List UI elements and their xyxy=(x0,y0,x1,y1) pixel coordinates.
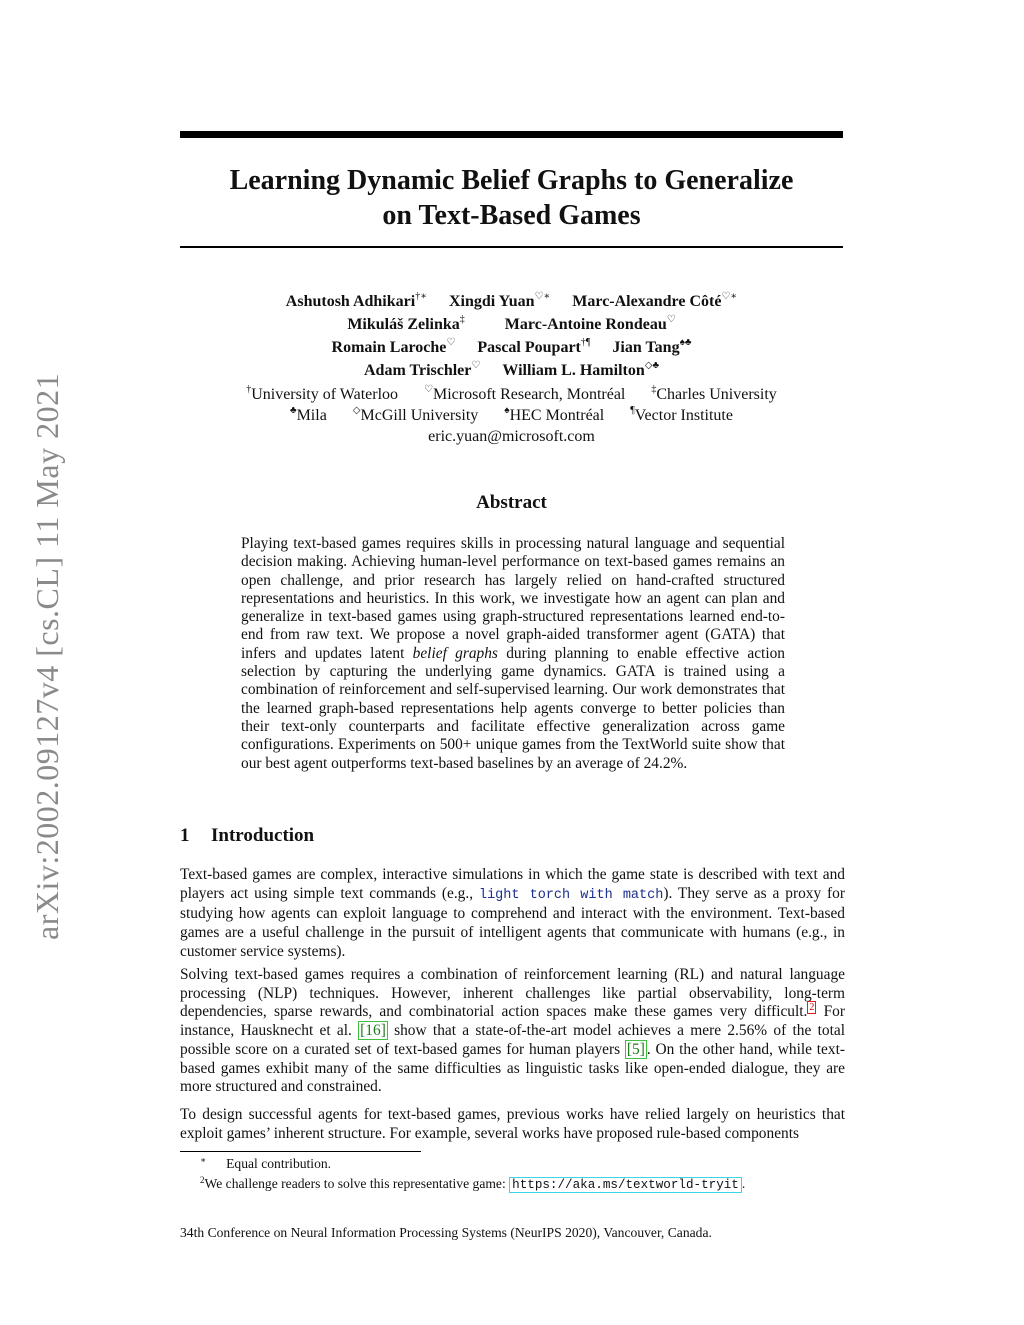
title-bottom-rule xyxy=(180,246,843,248)
footnote-ref-link[interactable]: 2 xyxy=(809,1002,815,1014)
affiliation-list xyxy=(180,384,843,447)
section-title: Introduction xyxy=(211,825,315,846)
author-marks: †∗ xyxy=(415,291,427,302)
author-row-2 xyxy=(180,313,843,336)
paragraph-text: . On the other hand, while text-based games exhibit many of the same difficulties as linguistic tasks like open-ended dialogue, they are more structured and constrained. xyxy=(180,1040,845,1096)
affiliation-mark: ♡ xyxy=(424,384,433,395)
affiliation-name: University of Waterloo xyxy=(251,386,399,403)
affiliation-name: Vector Institute xyxy=(634,407,733,424)
arxiv-identifier: arXiv:2002.09127v4 [cs.CL] 11 May 2021 xyxy=(29,372,65,940)
author-list xyxy=(180,290,843,382)
paragraph-text: Text-based games are complex, interactive simulations in which the game state is described with text and players act using simple text commands (e.g., xyxy=(180,866,845,902)
title-top-rule xyxy=(180,131,843,138)
abstract-text: Playing text-based games requires skills in processing natural language and sequential decision making. Achieving human-level performance on text-based games remains an open challenge, and prior research has largely relied on hand-crafted structured representations and heuristics. In this work, we investigate how an agent can plan and generalize in text-based games using graph-structured representations learned end-to-end from raw text. We propose a novel graph-aided transformer agent (GATA) that infers and updates latent xyxy=(241,535,785,662)
affiliation-row-1 xyxy=(180,384,843,405)
abstract-body xyxy=(241,535,785,773)
author-name: Jian Tang xyxy=(612,339,680,356)
section-heading xyxy=(180,824,314,848)
author-name: William L. Hamilton xyxy=(502,362,645,379)
author-row-3 xyxy=(180,336,843,359)
author-marks: ♡ xyxy=(446,337,456,348)
footnote-text: . xyxy=(741,1176,746,1191)
conference-footer: 34th Conference on Neural Information Processing Systems (NeurIPS 2020), Vancouver, Canada. xyxy=(180,1225,712,1240)
paragraph-text: For instance, Hausknecht et al. xyxy=(180,1003,845,1040)
author-name: Romain Laroche xyxy=(331,339,447,356)
affiliation-row-2 xyxy=(180,405,843,426)
author-row-1 xyxy=(180,290,843,313)
author-row-4 xyxy=(180,359,843,382)
footnote-mark: ∗ xyxy=(200,1155,207,1165)
intro-paragraph-2 xyxy=(180,966,845,1097)
affiliation-mark: ♣ xyxy=(290,405,297,416)
author-marks: ♡ xyxy=(666,314,676,325)
paper-title xyxy=(180,163,843,233)
affiliation-mark: ◇ xyxy=(352,405,361,416)
affiliation-mark: ‡ xyxy=(651,384,657,395)
author-name: Mikuláš Zelinka xyxy=(347,316,460,333)
citation-link[interactable]: [16] xyxy=(360,1022,386,1040)
title-line-1: Learning Dynamic Belief Graphs to Generalize xyxy=(229,165,794,196)
affiliation-name: Mila xyxy=(296,407,327,424)
author-name: Adam Trischler xyxy=(363,362,472,379)
author-name: Xingdi Yuan xyxy=(448,293,535,310)
author-marks: ♠♣ xyxy=(679,337,692,348)
affiliation-mark: ♠ xyxy=(504,405,510,416)
author-marks: ♡∗ xyxy=(721,291,738,302)
contact-email[interactable]: eric.yuan@microsoft.com xyxy=(428,428,595,445)
affiliation-name: McGill University xyxy=(360,407,479,424)
author-name: Marc-Alexandre Côté xyxy=(572,293,722,310)
author-marks: ◇♣ xyxy=(644,360,660,371)
author-marks: ‡ xyxy=(459,314,465,325)
footnote-text: We challenge readers to solve this representative game: xyxy=(204,1176,510,1191)
affiliation-mark: ¶ xyxy=(630,405,635,416)
paragraph-text: show that a state-of-the-art model achieves a mere 2.56% of the total possible score on a curated set of text-based games for human players xyxy=(180,1022,845,1058)
author-marks: ♡ xyxy=(471,360,481,371)
author-name: Ashutosh Adhikari xyxy=(285,293,416,310)
affiliation-name: Microsoft Research, Montréal xyxy=(432,386,626,403)
intro-paragraph-3: To design successful agents for text-based games, previous works have relied largely on heuristics that exploit games’ inherent structure. For example, several works have proposed rule-based components xyxy=(180,1106,845,1142)
title-line-2: on Text-Based Games xyxy=(382,200,641,231)
intro-paragraph-1 xyxy=(180,866,845,962)
author-name: Pascal Poupart xyxy=(477,339,581,356)
affiliation-name: Charles University xyxy=(656,386,777,403)
footnote-1 xyxy=(200,1155,331,1173)
author-marks: †¶ xyxy=(580,337,591,348)
affiliation-name: HEC Montréal xyxy=(509,407,605,424)
citation-link[interactable]: [5] xyxy=(626,1040,645,1058)
tryit-url-link[interactable]: https://aka.ms/textworld-tryit xyxy=(509,1177,742,1193)
footnote-rule xyxy=(180,1151,421,1152)
paragraph-text: Solving text-based games requires a combination of reinforcement learning (RL) and natural language processing (NLP) techniques. However, inherent challenges like partial observability, long-term dependencies, sparse rewards, and combinatorial action spaces make these games very difficult. xyxy=(180,966,845,1021)
paragraph-text: ). They serve as a proxy for studying how agents can exploit language to comprehend and interact with the environment. Text-based games are a useful challenge in the pursuit of intelligent agents that communicate with humans (e.g., in customer service systems). xyxy=(180,884,845,960)
affiliation-mark: † xyxy=(246,384,252,395)
author-marks: ♡∗ xyxy=(534,291,551,302)
section-number: 1 xyxy=(180,825,190,846)
footnote-text: Equal contribution. xyxy=(226,1156,332,1171)
abstract-emphasis: belief graphs xyxy=(412,644,498,662)
code-snippet: light torch with match xyxy=(478,887,664,903)
footnote-2 xyxy=(200,1175,745,1194)
footnote-mark: 2 xyxy=(200,1175,205,1185)
abstract-text: during planning to enable effective action selection by capturing the underlying game dynamics. GATA is trained using a combination of reinforcement and self-supervised learning. Our work demonstrates that the learned graph-based representations help agents converge to better policies than their text-only counterparts and facilitate effective generalization across game configurations. Experiments on 500+ unique games from the TextWorld suite show that our best agent outperforms text-based baselines by an average of 24.2%. xyxy=(241,644,785,772)
author-name: Marc-Antoine Rondeau xyxy=(504,316,667,333)
abstract-heading: Abstract xyxy=(476,492,547,513)
